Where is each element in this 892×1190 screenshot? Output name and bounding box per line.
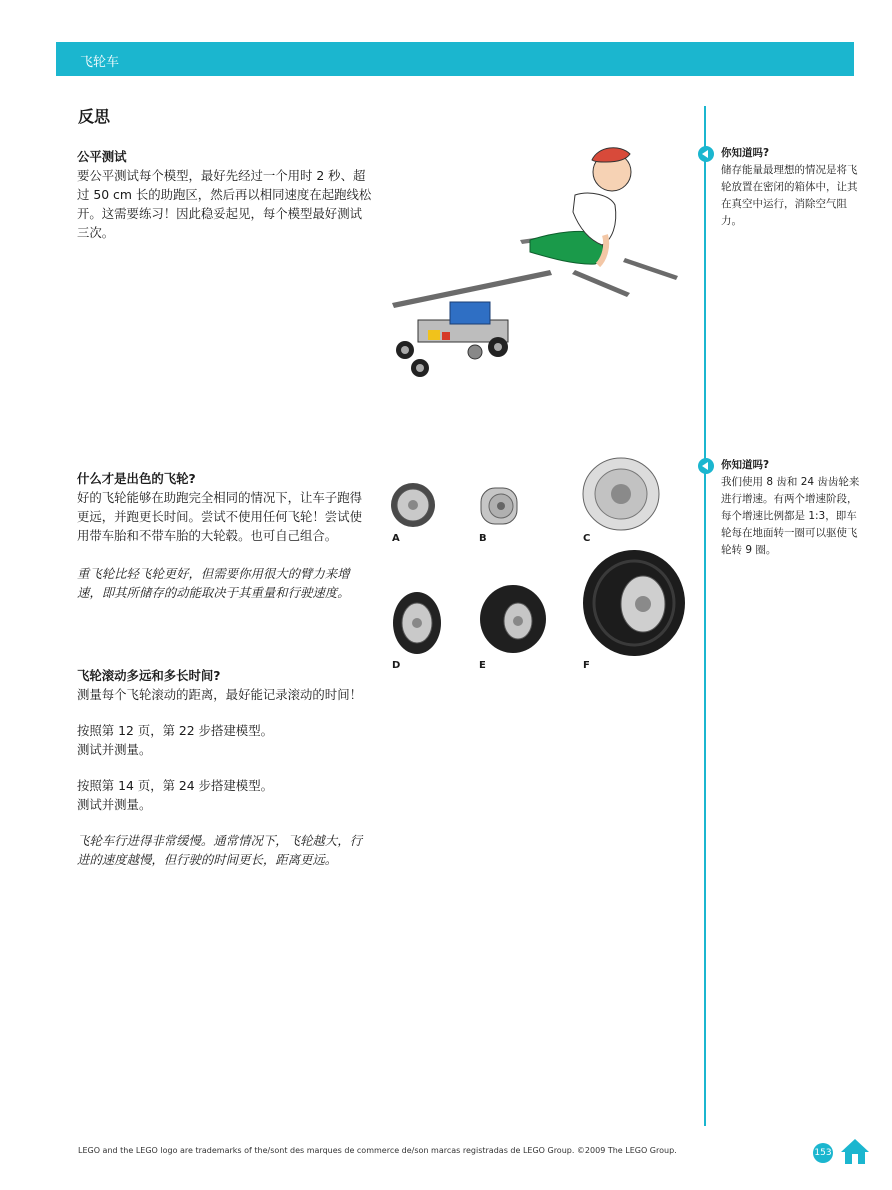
wheel-e-image	[478, 583, 548, 655]
good-flywheel-heading: 什么才是出色的飞轮?	[77, 471, 196, 486]
wheel-f-image	[581, 548, 687, 658]
wheel-c-image	[581, 456, 661, 532]
fair-test-heading: 公平测试	[77, 149, 127, 164]
home-icon[interactable]	[840, 1136, 870, 1166]
good-flywheel-block	[77, 469, 373, 602]
sidebar-divider	[704, 106, 706, 1126]
page-number: 153	[813, 1143, 833, 1163]
wheel-d-image	[391, 590, 443, 656]
footer-trademark: LEGO and the LEGO logo are trademarks of the/sont des marques de commerce de/son marcas registradas de LEGO Group. ©2009 The LEGO Group.	[78, 1146, 677, 1155]
wheel-label-d: D	[392, 660, 401, 671]
how-far-block	[77, 666, 373, 869]
good-flywheel-italic: 重飞轮比轻飞轮更好，但需要你用很大的臂力来增速，即其所储存的动能取决于其重量和行驶速度。	[77, 566, 350, 600]
how-far-heading: 飞轮滚动多远和多长时间?	[77, 668, 221, 683]
wheel-label-c: C	[583, 533, 591, 544]
header-bar	[56, 42, 854, 76]
wheel-a-image	[389, 481, 437, 529]
section-title: 反思	[78, 107, 111, 126]
how-far-step2-a: 按照第 14 页，第 24 步搭建模型。	[77, 778, 273, 793]
sidebar-note-1-body: 储存能量最理想的情况是将飞轮放置在密闭的箱体中，让其在真空中运行，消除空气阻力。	[721, 164, 858, 227]
header-title: 飞轮车	[80, 55, 120, 70]
sidebar-note-1-heading: 你知道吗?	[721, 147, 770, 159]
sidebar-note-1	[721, 145, 861, 230]
good-flywheel-body: 好的飞轮能够在助跑完全相同的情况下，让车子跑得更远，并跑更长时间。尝试不使用任何飞轮！尝试使用带车胎和不带车胎的大轮毂。也可自己组合。	[77, 490, 362, 543]
how-far-italic: 飞轮车行进得非常缓慢。通常情况下，飞轮越大，行进的速度越慢，但行驶的时间更长，距离更远。	[77, 833, 362, 867]
girl-and-car-illustration	[380, 140, 690, 390]
sidebar-note-2-heading: 你知道吗?	[721, 459, 770, 471]
how-far-step2-b: 测试并测量。	[77, 797, 152, 812]
info-arrow-icon	[698, 458, 714, 474]
fair-test-body: 要公平测试每个模型，最好先经过一个用时 2 秒、超过 50 cm 长的助跑区，然后再以相同速度在起跑线松开。这需要练习！因此稳妥起见，每个模型最好测试三次。	[77, 168, 372, 240]
info-arrow-icon	[698, 146, 714, 162]
sidebar-note-2	[721, 457, 861, 559]
fair-test-block	[77, 147, 373, 242]
wheel-label-f: F	[583, 660, 590, 671]
wheel-b-image	[477, 484, 521, 528]
how-far-body: 测量每个飞轮滚动的距离，最好能记录滚动的时间！	[77, 687, 362, 702]
sidebar-note-2-body: 我们使用 8 齿和 24 齿齿轮来进行增速。有两个增速阶段，每个增速比例都是 1:3，即车轮每在地面转一圈可以驱使飞轮转 9 圈。	[721, 476, 860, 556]
wheel-label-b: B	[479, 533, 487, 544]
wheel-label-a: A	[392, 533, 400, 544]
how-far-step1-b: 测试并测量。	[77, 742, 152, 757]
wheel-label-e: E	[479, 660, 486, 671]
how-far-step1-a: 按照第 12 页，第 22 步搭建模型。	[77, 723, 273, 738]
